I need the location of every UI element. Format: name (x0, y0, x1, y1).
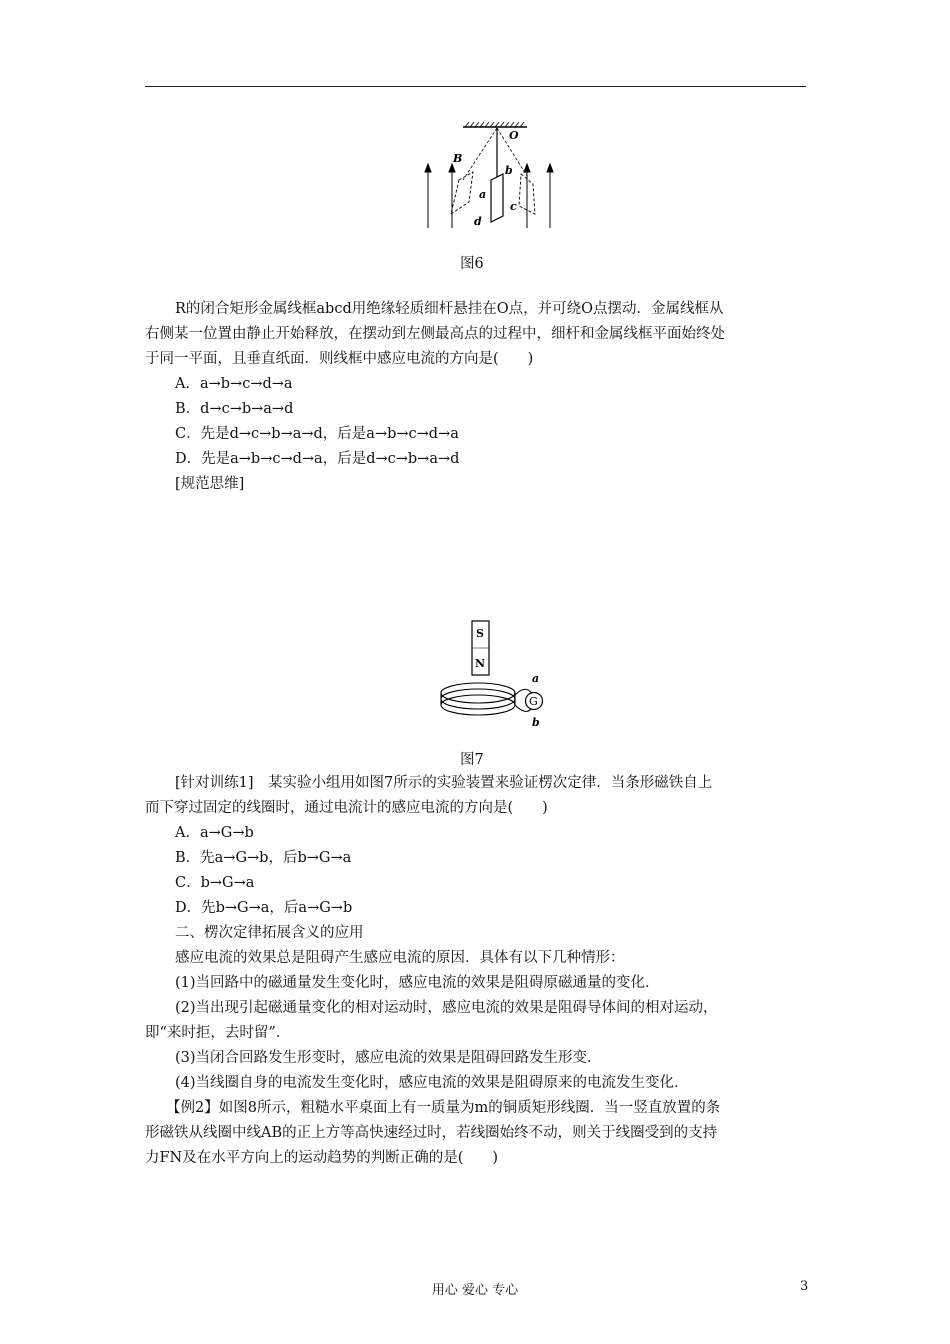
lead-a: a (532, 672, 540, 685)
figure-6-diagram (415, 118, 565, 236)
label-a: a (479, 188, 487, 201)
practice1-option-a: A．a→G→b (175, 825, 254, 841)
label-b: b (505, 164, 513, 177)
lead-b: b (532, 716, 540, 729)
label-O: O (509, 129, 519, 142)
footer-text: 用心 爱心 专心 (431, 1283, 519, 1298)
label-c: c (510, 200, 517, 213)
practice1-option-c: C．b→G→a (175, 875, 255, 891)
figure-7-caption: 图7 (460, 752, 484, 768)
example2-line1: 【例2】如图8所示，粗糙水平桌面上有一质量为m的铜质矩形线圈．当一竖直放置的条 (166, 1100, 721, 1116)
galvanometer-G: G (529, 695, 538, 708)
problem1-stem-line3: 于同一平面，且垂直纸面．则线框中感应电流的方向是( ) (145, 351, 534, 367)
page-number: 3 (800, 1279, 809, 1294)
section2-heading: 二、楞次定律拓展含义的应用 (175, 925, 364, 941)
magnet-S: S (476, 627, 484, 640)
section2-intro: 感应电流的效果总是阻碍产生感应电流的原因．具体有以下几种情形： (175, 950, 625, 966)
section2-item1: (1)当回路中的磁通量发生变化时，感应电流的效果是阻碍原磁通量的变化． (175, 975, 660, 991)
header-rule (145, 86, 806, 87)
practice1-stem-line2: 而下穿过固定的线圈时，通过电流计的感应电流的方向是( ) (145, 800, 548, 816)
example2-line2: 形磁铁从线圈中线AB的正上方等高快速经过时，若线圈始终不动，则关于线圈受到的支持 (145, 1125, 718, 1141)
magnet-N: N (475, 657, 486, 670)
figure-7-diagram (434, 618, 550, 730)
example2-line3: 力FN及在水平方向上的运动趋势的判断正确的是( ) (145, 1150, 499, 1166)
problem1-option-b: B．d→c→b→a→d (175, 401, 294, 417)
problem1-thinking: [规范思维] (175, 476, 245, 492)
section2-item2: (2)当出现引起磁通量变化的相对运动时，感应电流的效果是阻碍导体间的相对运动， (175, 1000, 718, 1016)
problem1-option-d: D．先是a→b→c→d→a，后是d→c→b→a→d (175, 451, 460, 467)
problem1-stem-line1: R的闭合矩形金属线框abcd用绝缘轻质细杆悬挂在O点，并可绕O点摆动．金属线框从 (175, 301, 724, 317)
problem1-stem-line2: 右侧某一位置由静止开始释放，在摆动到左侧最高点的过程中，细杆和金属线框平面始终处 (145, 326, 725, 342)
label-B: B (453, 152, 463, 165)
section2-item3: (3)当闭合回路发生形变时，感应电流的效果是阻碍回路发生形变． (175, 1050, 602, 1066)
practice1-stem-line1: [针对训练1] 某实验小组用如图7所示的实验装置来验证楞次定律．当条形磁铁自上 (175, 775, 713, 791)
problem1-option-a: A．a→b→c→d→a (175, 376, 293, 392)
figure-6-caption: 图6 (460, 256, 484, 272)
label-d: d (474, 215, 482, 228)
problem1-option-c: C．先是d→c→b→a→d，后是a→b→c→d→a (175, 426, 459, 442)
section2-item4: (4)当线圈自身的电流发生变化时，感应电流的效果是阻碍原来的电流发生变化． (175, 1075, 689, 1091)
practice1-option-b: B．先a→G→b，后b→G→a (175, 850, 352, 866)
practice1-option-d: D．先b→G→a，后a→G→b (175, 900, 353, 916)
section2-item2-cont: 即“来时拒，去时留”． (145, 1025, 291, 1041)
